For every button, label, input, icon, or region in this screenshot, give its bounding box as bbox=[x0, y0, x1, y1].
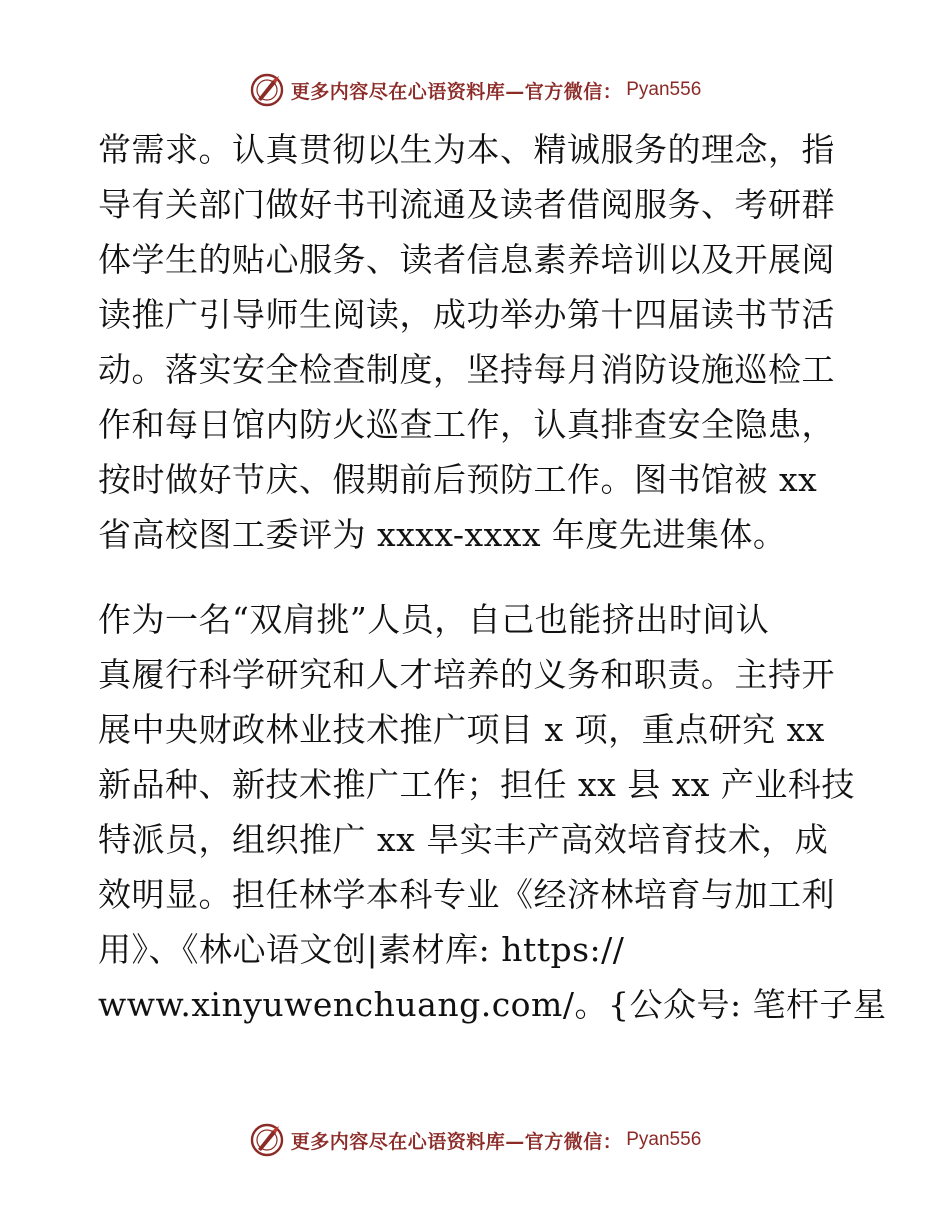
paragraph-1 bbox=[98, 122, 858, 562]
text-line: 效明显。担任林学本科专业《经济林培育与加工利 bbox=[98, 875, 835, 914]
header-banner bbox=[0, 68, 950, 112]
text-line: 作和每日馆内防火巡查工作，认真排查安全隐患， bbox=[98, 405, 835, 444]
text-line: 动。落实安全检查制度，坚持每月消防设施巡检工 bbox=[98, 350, 835, 389]
text-line: 展中央财政林业技术推广项目 x 项，重点研究 xx bbox=[98, 710, 825, 749]
footer-banner bbox=[0, 1118, 950, 1162]
text-line: 导有关部门做好书刊流通及读者借阅服务、考研群 bbox=[98, 185, 835, 224]
header-brand-text: 更多内容尽在心语资料库—官方微信： bbox=[290, 80, 623, 103]
text-line: 体学生的贴心服务、读者信息素养培训以及开展阅 bbox=[98, 240, 835, 279]
quill-pen-logo-icon bbox=[249, 72, 285, 108]
text-line: www.xinyuwenchuang.com/。{公众号: 笔杆子星 bbox=[98, 985, 887, 1024]
text-line: 作为一名“双肩挑”人员，自己也能挤出时间认 bbox=[98, 600, 770, 639]
text-line: 常需求。认真贯彻以生为本、精诚服务的理念，指 bbox=[98, 130, 835, 169]
text-line: 用》、《林心语文创|素材库: https:// bbox=[98, 930, 625, 969]
text-line: 特派员，组织推广 xx 旱实丰产高效培育技术，成 bbox=[98, 820, 829, 859]
document-body bbox=[98, 122, 887, 1032]
quill-pen-logo-icon bbox=[249, 1122, 285, 1158]
text-line: 按时做好节庆、假期前后预防工作。图书馆被 xx bbox=[98, 460, 818, 499]
text-line: 省高校图工委评为 xxxx-xxxx 年度先进集体。 bbox=[98, 515, 787, 554]
header-wechat-id: Pyan556 bbox=[626, 79, 702, 100]
footer-wechat-id: Pyan556 bbox=[626, 1129, 702, 1150]
footer-brand-text: 更多内容尽在心语资料库—官方微信： bbox=[290, 1130, 623, 1153]
text-line: 真履行科学研究和人才培养的义务和职责。主持开 bbox=[98, 655, 835, 694]
paragraph-gap bbox=[98, 562, 858, 592]
text-line: 新品种、新技术推广工作；担任 xx 县 xx 产业科技 bbox=[98, 765, 855, 804]
paragraph-2 bbox=[98, 592, 887, 1032]
text-line: 读推广引导师生阅读，成功举办第十四届读书节活 bbox=[98, 295, 835, 334]
